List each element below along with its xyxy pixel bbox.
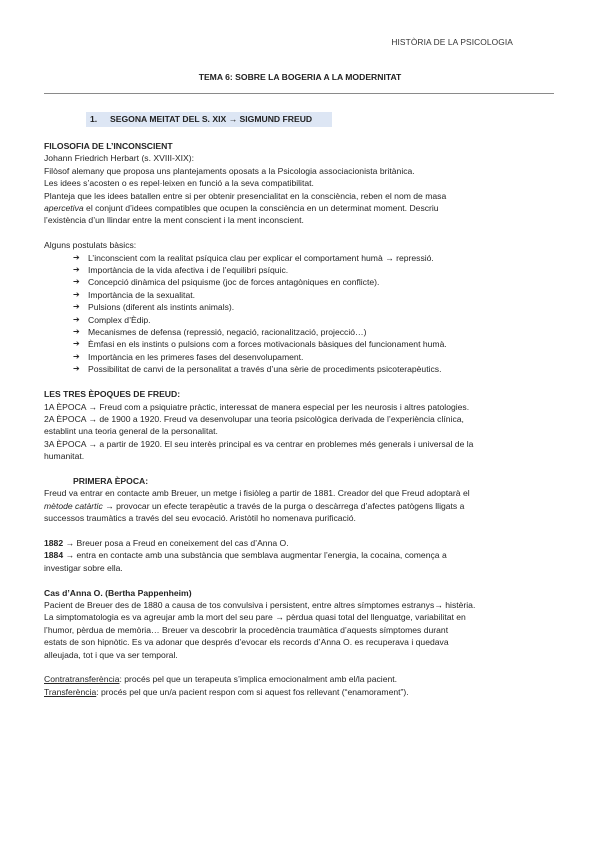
year-entry-1882: 1882 → Breuer posa a Freud en coneixement del cas d’Anna O. [44, 537, 289, 548]
primera-epoca-heading: PRIMERA ÈPOCA: [73, 475, 149, 486]
arrow-bullet-icon: ➔ [73, 277, 80, 287]
filosofia-line: Johann Friedrich Herbart (s. XVIII-XIX): [44, 153, 194, 164]
filosofia-line: Filòsof alemany que proposa uns plantejaments oposats a la Psicologia associacionista britànica. [44, 165, 415, 176]
primera-line: successos traumàtics a través del seu evocació. Aristòtil ho nomenava purificació. [44, 513, 356, 524]
section-heading-highlight [86, 112, 332, 127]
postulats-list [44, 252, 564, 376]
filosofia-line [44, 202, 564, 214]
anna-line: l’humor, pèrdua de memòria… Breuer va descobrir la procedència traumàtica d’aquests símptomes durant [44, 624, 449, 635]
document-body [44, 140, 564, 698]
list-item: ➔ Importància de la vida afectiva i de l’equilibri psíquic. [73, 265, 289, 276]
year-entry-1884-cont: investigar sobre ella. [44, 562, 123, 573]
anna-line: Pacient de Breuer des de 1880 a causa de tos convulsiva i persistent, entre altres símptomes estranys→ histèria. [44, 599, 476, 610]
anna-line: alleujada, tot i que va ser temporal. [44, 649, 178, 660]
arrow-bullet-icon: ➔ [73, 327, 80, 337]
anna-line: estats de son hipnòtic. Es va adonar que després d’evocar els records d’Anna O. es recuperava i quedava [44, 637, 449, 648]
epoca-2-cont: establint una teoria general de la personalitat. [44, 426, 218, 437]
list-item: ➔ Importància de la sexualitat. [73, 289, 196, 300]
arrow-bullet-icon: ➔ [73, 351, 80, 361]
epoca-2: 2A ÈPOCA → de 1900 a 1920. Freud va desenvolupar una teoria psicològica derivada de l’experiència clínica, [44, 413, 464, 424]
list-item: ➔ Possibilitat de canvi de la personalitat a través d’una sèrie de procediments psicoterapèutics. [73, 364, 442, 375]
epoques-heading: LES TRES ÈPOQUES DE FREUD: [44, 389, 181, 400]
arrow-bullet-icon: ➔ [73, 339, 80, 349]
arrow-bullet-icon: ➔ [73, 314, 80, 324]
list-item: ➔ L’inconscient com la realitat psíquica clau per explicar el comportament humà → repressió. [73, 252, 434, 263]
list-item: ➔ Mecanismes de defensa (repressió, negació, racionalització, projecció…) [73, 327, 367, 338]
italic-term: apercetiva [44, 203, 84, 214]
epoca-3-cont: humanitat. [44, 451, 85, 462]
running-header: HISTÒRIA DE LA PSICOLOGIA [391, 37, 513, 47]
primera-line: mètode catàrtic → provocar un efecte terapèutic a través de la purga o descàrrega d’afectes patògens lligats a [44, 500, 465, 511]
term-label: Transferència [44, 686, 97, 697]
list-item: ➔ Pulsions (diferent als instints animals). [73, 302, 235, 313]
filosofia-heading: FILOSOFIA DE L’INCONSCIENT [44, 141, 173, 151]
year-label: 1884 [44, 550, 64, 561]
epoca-3: 3A ÈPOCA → a partir de 1920. El seu interès principal es va centrar en problemes més generals i universal de la [44, 438, 474, 449]
postulats-intro: Alguns postulats bàsics: [44, 240, 137, 251]
list-item: ➔ Importància en les primeres fases del desenvolupament. [73, 351, 304, 362]
arrow-bullet-icon: ➔ [73, 302, 80, 312]
filosofia-line: l’existència d’un llindar entre la ment conscient i la ment inconscient. [44, 215, 304, 226]
epoca-1: 1A ÈPOCA → Freud com a psiquiatre pràctic, interessat de manera especial per les neurosis i altres patologies. [44, 401, 470, 412]
title-divider [44, 93, 554, 94]
year-label: 1882 [44, 537, 64, 548]
italic-term: mètode catàrtic [44, 500, 103, 511]
filosofia-line-rest: el conjunt d’idees compatibles que ocupen la consciència en un determinat moment. Descriu [83, 203, 439, 214]
section-number: 1. [90, 114, 98, 124]
list-item: ➔ Concepció dinàmica del psiquisme (joc de forces antagòniques en conflicte). [73, 277, 380, 288]
list-item: ➔ Complex d’Èdip. [73, 314, 151, 325]
year-entry-1884: 1884 → entra en contacte amb una substància que semblava augmentar l’energia, la cocaina, comença a [44, 550, 447, 561]
list-item: ➔ Èmfasi en els instints o pulsions com a forces motivacionals bàsiques del funcionament humà. [73, 339, 447, 350]
arrow-bullet-icon: ➔ [73, 289, 80, 299]
section-title: SEGONA MEITAT DEL S. XIX → SIGMUND FREUD [110, 114, 313, 124]
arrow-bullet-icon: ➔ [73, 265, 80, 275]
term-label: Contratransferència [44, 674, 120, 685]
anna-line: La simptomatologia es va agreujar amb la mort del seu pare → pèrdua quasi total del llenguatge, variabilitat en [44, 612, 466, 623]
primera-line: Freud va entrar en contacte amb Breuer, un metge i fisiòleg a partir de 1881. Creador del que Freud adoptarà el [44, 488, 470, 499]
definition-transferencia: Transferència: procés pel que un/a pacient respon com si aquest fos rellevant (“enamorament”). [44, 686, 409, 697]
arrow-bullet-icon: ➔ [73, 252, 80, 262]
anna-heading: Cas d’Anna O. (Bertha Pappenheim) [44, 587, 192, 598]
filosofia-line: Planteja que les idees batallen entre si per obtenir presencialitat en la consciència, reben el nom de masa [44, 190, 447, 201]
arrow-bullet-icon: ➔ [73, 364, 80, 374]
document-title: TEMA 6: SOBRE LA BOGERIA A LA MODERNITAT [198, 72, 402, 82]
definition-contratransferencia: Contratransferència: procés pel que un terapeuta s’implica emocionalment amb el/la pacient. [44, 674, 398, 685]
filosofia-line: Les idees s’acosten o es repel·leixen en funció a la seva compatibilitat. [44, 178, 314, 189]
